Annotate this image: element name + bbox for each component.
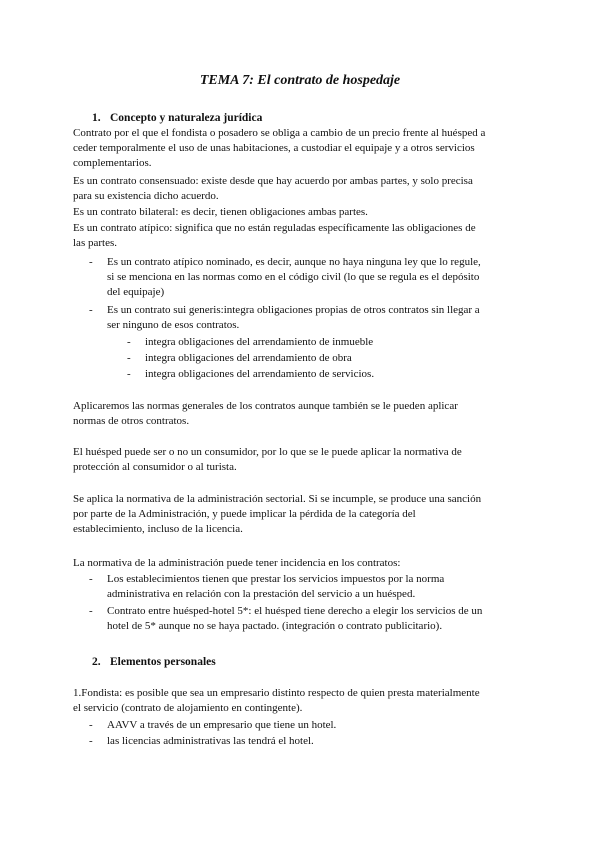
text-line: las licencias administrativas las tendrá el hotel. — [107, 735, 314, 747]
text-line: integra obligaciones del arrendamiento de obra — [145, 352, 352, 364]
bullet-dash: - — [89, 735, 93, 747]
text-line: por parte de la Administración, y puede implicar la pérdida de la categoría del — [73, 508, 416, 520]
text-line: Contrato por el que el fondista o posadero se obliga a cambio de un precio frente al huésped a — [73, 127, 486, 139]
bullet-dash: - — [89, 256, 93, 268]
section-2-number: 2. — [92, 656, 101, 668]
text-line: 1.Fondista: es posible que sea un empresario distinto respecto de quien presta materialmente — [73, 687, 480, 699]
section-2-title: Elementos personales — [110, 656, 216, 668]
text-line: complementarios. — [73, 157, 152, 169]
section-2-heading — [92, 655, 216, 670]
text-line: Es un contrato consensuado: existe desde que hay acuerdo por ambas partes, y solo precisa — [73, 175, 473, 187]
paragraph-definition — [73, 126, 533, 171]
text-line: normas de otros contratos. — [73, 415, 190, 427]
section-1-number: 1. — [92, 112, 101, 124]
text-line: Es un contrato atípico: significa que no están reguladas específicamente las obligaciones de — [73, 222, 476, 234]
section-1-heading — [92, 111, 262, 126]
text-line: integra obligaciones del arrendamiento de servicios. — [145, 368, 375, 380]
text-line: Es un contrato atípico nominado, es decir, aunque no haya ninguna ley que lo regule, — [107, 256, 481, 268]
text-line: Es un contrato sui generis:integra obligaciones propias de otros contratos sin llegar a — [107, 304, 480, 316]
bullet-dash: - — [89, 719, 93, 731]
text-line: el servicio (contrato de alojamiento en contingente). — [73, 702, 303, 714]
text-line: para su existencia dicho acuerdo. — [73, 190, 219, 202]
text-line: integra obligaciones del arrendamiento de inmueble — [145, 336, 374, 348]
text-line: El huésped puede ser o no un consumidor, por lo que se le puede aplicar la normativa de — [73, 446, 462, 458]
text-line: Los establecimientos tienen que prestar los servicios impuestos por la norma — [107, 573, 445, 585]
paragraph-consumer — [73, 445, 533, 475]
bullet-dash: - — [89, 573, 93, 585]
paragraph-sectorial — [73, 492, 533, 537]
paragraph-fondista — [73, 686, 533, 716]
section-1-title: Concepto y naturaleza jurídica — [110, 112, 263, 124]
text-line: las partes. — [73, 237, 117, 249]
bullet-dash: - — [127, 368, 131, 380]
text-line: ser ninguno de esos contratos. — [107, 319, 240, 331]
text-line: del equipaje) — [107, 286, 165, 298]
text-line: hotel de 5* aunque no se haya pactado. (integración o contrato publicitario). — [107, 620, 443, 632]
text-line: Aplicaremos las normas generales de los contratos aunque también se le pueden aplicar — [73, 400, 458, 412]
text-line: ceder temporalmente el uso de unas habitaciones, a custodiar el equipaje y a otros servicios — [73, 142, 475, 154]
paragraph-bilateral — [73, 205, 533, 220]
bullet-dash: - — [89, 304, 93, 316]
paragraph-administration — [73, 556, 533, 571]
text-line: La normativa de la administración puede tener incidencia en los contratos: — [73, 557, 401, 569]
text-line: Es un contrato bilateral: es decir, tienen obligaciones ambas partes. — [73, 206, 368, 218]
bullet-dash: - — [127, 336, 131, 348]
text-line: protección al consumidor o al turista. — [73, 461, 237, 473]
bullet-dash: - — [127, 352, 131, 364]
paragraph-consensual — [73, 174, 533, 204]
text-line: AAVV a través de un empresario que tiene un hotel. — [107, 719, 337, 731]
document-title: TEMA 7: El contrato de hospedaje — [199, 73, 401, 88]
text-line: Contrato entre huésped-hotel 5*: el huésped tiene derecho a elegir los servicios de un — [107, 605, 483, 617]
text-line: Se aplica la normativa de la administración sectorial. Si se incumple, se produce una sanción — [73, 493, 482, 505]
text-line: si se menciona en las normas como en el código civil (lo que se regula es el depósito — [107, 271, 480, 283]
paragraph-general-norms — [73, 399, 533, 429]
paragraph-atypical — [73, 221, 533, 251]
bullet-dash: - — [89, 605, 93, 617]
text-line: administrativa en relación con la prestación del servicio a un huésped. — [107, 588, 416, 600]
text-line: establecimiento, incluso de la licencia. — [73, 523, 243, 535]
